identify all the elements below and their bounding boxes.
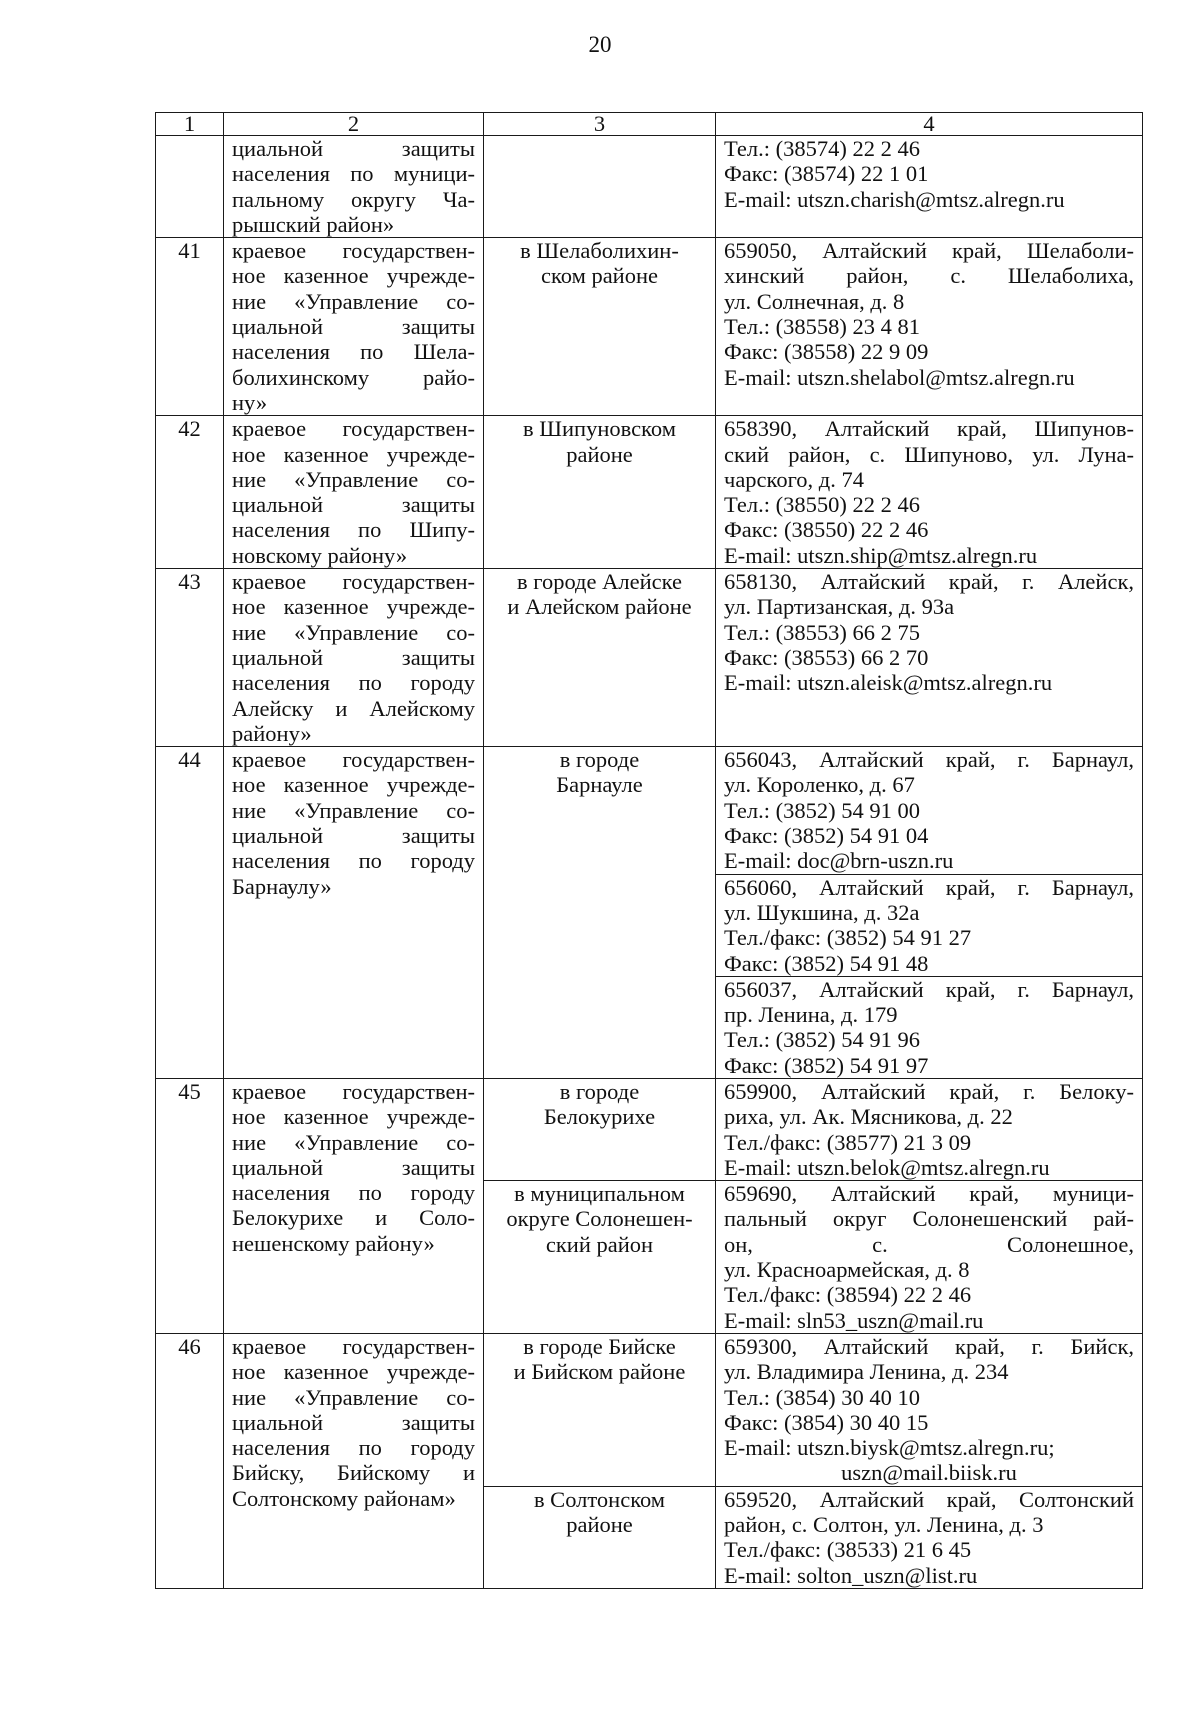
institution-name [224,416,484,569]
text-line: E-mail: solton_uszn@list.ru [724,1562,978,1588]
service-area [484,1181,716,1334]
text-line: ну» [232,389,268,415]
text-line: Факс: (38574) 22 1 01 [724,161,929,187]
text-line: 658130, Алтайский край, г. Алейск, [724,569,1134,595]
text-line: и Бийском районе [513,1359,686,1385]
text-line: Белокурихе [543,1104,656,1130]
text-line: ул. Партизанская, д. 93а [724,594,955,620]
text-line: 659690, Алтайский край, муници- [724,1181,1134,1207]
text-line: ное казенное учрежде- [232,441,475,467]
table-body [156,113,1143,1589]
text-line: в городе Бийске [523,1333,676,1359]
row-number: 43 [156,569,224,747]
row-number: 41 [156,238,224,416]
contact-info [716,747,1143,874]
text-line: краевое государствен- [232,238,475,264]
service-area [484,416,716,569]
contact-info [716,874,1143,976]
service-area [484,136,716,238]
contact-info [716,238,1143,416]
service-area [484,238,716,416]
text-line: циальной защиты [232,314,475,340]
contact-info [716,569,1143,747]
row-number: 46 [156,1333,224,1588]
text-line: циальной защиты [232,1409,475,1435]
text-line: населения по городу [232,1435,475,1461]
text-line: Факс: (3852) 54 91 48 [724,950,929,976]
text-line: и Алейском районе [507,594,692,620]
text-line: Факс: (38550) 22 2 46 [724,517,929,543]
table-row [156,1333,1143,1486]
text-line: населения по городу [232,670,475,696]
text-line: ние «Управление со- [232,466,475,492]
text-line: E-mail: utszn.aleisk@mtsz.alregn.ru [724,670,1053,696]
text-line: ние «Управление со- [232,288,475,314]
text-line: ное казенное учрежде- [232,594,475,620]
institution-name [224,1078,484,1333]
text-line: Алейску и Алейскому [232,695,475,721]
institution-name [224,1333,484,1588]
contact-info [716,976,1143,1078]
text-line: риха, ул. Ак. Мясникова, д. 22 [724,1104,1013,1130]
text-line: Тел.: (3852) 54 91 00 [724,797,920,823]
text-line: населения по Шипу- [232,517,475,543]
text-line: районе [566,1512,633,1538]
header-row [156,113,1143,136]
text-line: циальной защиты [232,644,475,670]
text-line: новскому району» [232,542,408,568]
table-row [156,569,1143,747]
text-line: Тел./факс: (38577) 21 3 09 [724,1129,972,1155]
text-line: Тел./факс: (38594) 22 2 46 [724,1282,972,1308]
text-line: краевое государствен- [232,1333,475,1359]
institution-name [224,569,484,747]
column-header-2: 2 [224,113,484,136]
contact-info [716,136,1143,238]
text-line: Тел./факс: (38533) 21 6 45 [724,1537,972,1563]
text-line: Факс: (3852) 54 91 04 [724,823,929,849]
text-line: Тел.: (38558) 23 4 81 [724,314,920,340]
text-line: населения по городу [232,848,475,874]
text-line: районе [566,441,633,467]
text-line: ул. Владимира Ленина, д. 234 [724,1359,1009,1385]
text-line: 659520, Алтайский край, Солтонский [724,1486,1134,1512]
column-header-1: 1 [156,113,224,136]
text-line: ский район, с. Шипуново, ул. Луна- [724,441,1134,467]
text-line: чарского, д. 74 [724,466,864,492]
text-line: Факс: (3852) 54 91 97 [724,1052,929,1078]
text-line: циальной защиты [232,1154,475,1180]
text-line: E-mail: doc@brn-uszn.ru [724,848,954,874]
text-line: Тел.: (38574) 22 2 46 [724,136,920,161]
service-area [484,1333,716,1486]
service-area [484,1486,716,1588]
contact-info [716,1078,1143,1180]
text-line: E-mail: utszn.belok@mtsz.alregn.ru [724,1154,1050,1180]
text-line: ное казенное учрежде- [232,772,475,798]
text-line: 659900, Алтайский край, г. Белоку- [724,1078,1134,1104]
text-line: району» [232,720,312,746]
table-row [156,238,1143,416]
text-line: Тел./факс: (3852) 54 91 27 [724,925,972,951]
text-line: краевое государствен- [232,1078,475,1104]
institution-name [224,238,484,416]
page-number: 20 [588,32,612,57]
text-line: Факс: (38553) 66 2 70 [724,644,929,670]
text-line: циальной защиты [232,492,475,518]
text-line: ский район [545,1231,654,1257]
text-line: E-mail: sln53_uszn@mail.ru [724,1307,984,1333]
text-line: Факс: (3854) 30 40 15 [724,1409,929,1435]
text-line: населения по городу [232,1180,475,1206]
text-line: Солтонскому районам» [232,1485,456,1511]
text-line: населения по Шела- [232,339,475,365]
text-line: E-mail: utszn.shelabol@mtsz.alregn.ru [724,364,1075,390]
text-line: населения по муници- [232,161,475,187]
text-line: в Шипуновском [523,416,676,442]
table-row [156,747,1143,874]
text-line: он, с. Солонешное, [724,1231,1134,1257]
text-line: 656037, Алтайский край, г. Барнаул, [724,976,1134,1002]
text-line: округе Солонешен- [506,1206,693,1232]
institution-name [224,136,484,238]
text-line: в городе Алейске [517,569,682,595]
contact-info [716,1333,1143,1486]
text-line: ние «Управление со- [232,797,475,823]
text-line: uszn@mail.biisk.ru [841,1460,1017,1486]
text-line: ул. Солнечная, д. 8 [724,288,905,314]
service-area [484,1078,716,1180]
contact-info [716,1486,1143,1588]
row-number: 42 [156,416,224,569]
table-row [156,416,1143,569]
text-line: Барнаулу» [232,873,332,899]
text-line: Тел.: (3852) 54 91 96 [724,1027,920,1053]
text-line: в городе [559,747,640,773]
text-line: в городе [559,1078,640,1104]
text-line: E-mail: utszn.ship@mtsz.alregn.ru [724,542,1038,568]
text-line: 659300, Алтайский край, г. Бийск, [724,1333,1134,1359]
contact-info [716,1181,1143,1334]
text-line: ние «Управление со- [232,1129,475,1155]
table-row [156,136,1143,238]
text-line: 659050, Алтайский край, Шелаболи- [724,238,1134,264]
service-area [484,747,716,1079]
text-line: Тел.: (38553) 66 2 75 [724,619,920,645]
text-line: циальной защиты [232,136,475,161]
text-line: Белокурихе и Соло- [232,1205,475,1231]
text-line: в Солтонском [533,1486,666,1512]
table-row [156,1078,1143,1180]
text-line: нешенскому району» [232,1230,435,1256]
text-line: Бийску, Бийскому и [232,1460,475,1486]
text-line: 656060, Алтайский край, г. Барнаул, [724,874,1134,900]
text-line: циальной защиты [232,823,475,849]
text-line: Факс: (38558) 22 9 09 [724,339,929,365]
contact-info [716,416,1143,569]
row-number: 44 [156,747,224,1079]
institutions-table [155,112,1143,1589]
text-line: ул. Короленко, д. 67 [724,772,915,798]
text-line: в муниципальном [514,1181,685,1207]
text-line: E-mail: utszn.charish@mtsz.alregn.ru [724,186,1065,212]
institution-name [224,747,484,1079]
text-line: ском районе [540,263,658,289]
text-line: болихинскому райо- [232,364,475,390]
text-line: ное казенное учрежде- [232,263,475,289]
text-line: краевое государствен- [232,416,475,442]
text-line: ул. Красноармейская, д. 8 [724,1257,970,1283]
text-line: краевое государствен- [232,569,475,595]
text-line: Тел.: (3854) 30 40 10 [724,1384,920,1410]
service-area [484,569,716,747]
text-line: пальному округу Ча- [232,186,475,212]
row-number [156,136,224,238]
row-number: 45 [156,1078,224,1333]
text-line: пр. Ленина, д. 179 [724,1002,898,1028]
text-line: ное казенное учрежде- [232,1359,475,1385]
text-line: ул. Шукшина, д. 32а [724,899,920,925]
text-line: краевое государствен- [232,747,475,773]
text-line: E-mail: utszn.biysk@mtsz.alregn.ru; [724,1435,1055,1461]
text-line: Барнауле [556,772,643,798]
text-line: 658390, Алтайский край, Шипунов- [724,416,1134,442]
text-line: рышский район» [232,211,395,237]
text-line: 656043, Алтайский край, г. Барнаул, [724,747,1134,773]
column-header-3: 3 [484,113,716,136]
text-line: ние «Управление со- [232,1384,475,1410]
column-header-4: 4 [716,113,1143,136]
text-line: Тел.: (38550) 22 2 46 [724,492,920,518]
text-line: пальный округ Солонешенский рай- [724,1206,1134,1232]
text-line: ное казенное учрежде- [232,1104,475,1130]
text-line: район, с. Солтон, ул. Ленина, д. 3 [724,1512,1044,1538]
text-line: в Шелаболихин- [520,238,679,264]
text-line: хинский район, с. Шелаболиха, [724,263,1134,289]
text-line: ние «Управление со- [232,619,475,645]
